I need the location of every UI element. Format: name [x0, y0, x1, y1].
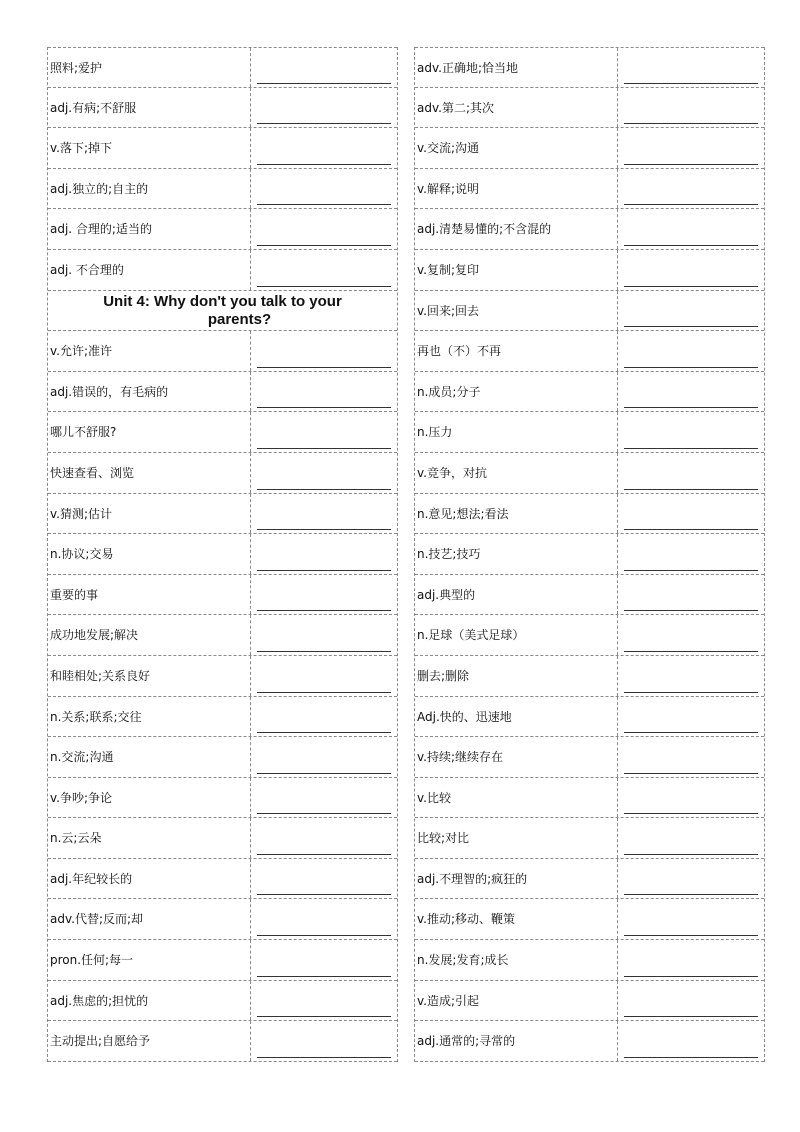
- vocab-term: adj. 合理的;适当的: [50, 222, 152, 237]
- answer-blank[interactable]: [250, 453, 397, 493]
- vocab-term: pron.任何;每一: [50, 953, 134, 968]
- vocab-row: [415, 453, 764, 494]
- vocab-row: [415, 331, 764, 372]
- answer-blank[interactable]: [617, 250, 764, 290]
- answer-blank[interactable]: [250, 778, 397, 818]
- vocab-row: [48, 494, 397, 535]
- vocab-term: n.压力: [417, 425, 453, 440]
- vocab-row: [48, 737, 397, 778]
- answer-blank[interactable]: [617, 778, 764, 818]
- vocabulary-worksheet: [47, 47, 765, 1062]
- vocab-row: [415, 656, 764, 697]
- vocab-row: [415, 697, 764, 738]
- vocab-term: v.猜测;估计: [50, 506, 113, 521]
- answer-blank[interactable]: [250, 494, 397, 534]
- vocab-row: [415, 818, 764, 859]
- vocab-row: [48, 575, 397, 616]
- answer-blank[interactable]: [617, 494, 764, 534]
- answer-blank[interactable]: [617, 981, 764, 1021]
- vocab-term: adv.代替;反而;却: [50, 912, 144, 927]
- vocab-term: 比较;对比: [417, 831, 470, 846]
- answer-blank[interactable]: [250, 656, 397, 696]
- vocab-row: [415, 169, 764, 210]
- vocab-term: adj.错误的，有毛病的: [50, 384, 169, 399]
- answer-blank[interactable]: [250, 697, 397, 737]
- answer-blank[interactable]: [617, 169, 764, 209]
- vocab-row: [415, 372, 764, 413]
- vocab-term: 照料;爱护: [50, 61, 103, 75]
- vocab-term: adj.通常的;寻常的: [417, 1034, 516, 1049]
- vocab-row: [415, 494, 764, 535]
- vocab-term: adj.年纪较长的: [50, 871, 133, 886]
- unit-heading-line1: Unit 4: Why don't you talk to your: [103, 292, 342, 310]
- vocab-row: [415, 778, 764, 819]
- vocab-term: 重要的事: [50, 587, 99, 602]
- vocab-term: n.足球（美式足球）: [417, 628, 525, 643]
- vocab-term: 哪儿不舒服?: [50, 425, 117, 440]
- vocab-row: [48, 534, 397, 575]
- vocab-row: [48, 697, 397, 738]
- vocab-term: n.关系;联系;交往: [50, 709, 142, 724]
- vocab-row: [415, 534, 764, 575]
- answer-blank[interactable]: [250, 209, 397, 249]
- vocab-row: [48, 250, 397, 291]
- answer-blank[interactable]: [617, 859, 764, 899]
- vocab-term: 再也（不）不再: [417, 344, 502, 359]
- vocab-term: adj.不理智的;疯狂的: [417, 871, 528, 886]
- vocab-row: [48, 615, 397, 656]
- vocab-term: 删去;删除: [417, 668, 470, 683]
- vocab-row: [415, 250, 764, 291]
- vocab-term: v.回来;回去: [417, 303, 480, 318]
- vocab-term: v.持续;继续存在: [417, 750, 504, 765]
- answer-blank[interactable]: [250, 372, 397, 412]
- vocab-row: [415, 291, 764, 332]
- vocab-row: [48, 778, 397, 819]
- vocab-row: [48, 372, 397, 413]
- answer-blank[interactable]: [617, 697, 764, 737]
- vocab-term: 主动提出;自愿给予: [50, 1034, 151, 1049]
- vocab-row: [48, 818, 397, 859]
- vocab-term: n.技艺;技巧: [417, 547, 481, 562]
- answer-blank[interactable]: [250, 940, 397, 980]
- vocab-row: [415, 128, 764, 169]
- vocab-row: [48, 859, 397, 900]
- vocab-row: [415, 412, 764, 453]
- vocab-term: adj.清楚易懂的;不含混的: [417, 222, 552, 237]
- vocab-row: [48, 412, 397, 453]
- answer-blank[interactable]: [617, 575, 764, 615]
- vocab-term: Adj.快的、迅速地: [417, 709, 512, 724]
- vocab-term: adv.第二;其次: [417, 100, 494, 115]
- vocab-row: [415, 88, 764, 129]
- vocab-row: [48, 940, 397, 981]
- vocab-row: [415, 737, 764, 778]
- vocab-row: [415, 899, 764, 940]
- answer-blank[interactable]: [617, 737, 764, 777]
- vocab-term: n.成员;分子: [417, 384, 481, 399]
- vocab-term: 成功地发展;解决: [50, 628, 139, 643]
- vocab-row: [415, 47, 764, 88]
- answer-blank[interactable]: [250, 250, 397, 290]
- vocab-row: [415, 575, 764, 616]
- answer-blank[interactable]: [250, 1021, 397, 1061]
- answer-blank[interactable]: [617, 1021, 764, 1061]
- vocab-term: v.复制;复印: [417, 262, 480, 277]
- left-column: [47, 47, 398, 1062]
- vocab-row: [48, 331, 397, 372]
- vocab-term: 和睦相处;关系良好: [50, 668, 151, 683]
- vocab-row: [415, 940, 764, 981]
- vocab-term: n.协议;交易: [50, 547, 114, 562]
- answer-blank[interactable]: [250, 615, 397, 655]
- vocab-row: [48, 169, 397, 210]
- vocab-term: v.竞争，对抗: [417, 465, 487, 480]
- vocab-term: n.意见;想法;看法: [417, 506, 509, 521]
- vocab-term: v.落下;掉下: [50, 141, 113, 156]
- vocab-row: [415, 981, 764, 1022]
- vocab-row: [48, 656, 397, 697]
- vocab-row: [48, 1021, 397, 1062]
- vocab-term: v.推动;移动、鞭策: [417, 912, 516, 927]
- right-column: [414, 47, 765, 1062]
- vocab-term: 快速查看、浏览: [50, 465, 135, 480]
- answer-blank[interactable]: [617, 818, 764, 858]
- answer-blank[interactable]: [250, 859, 397, 899]
- vocab-row: [48, 128, 397, 169]
- answer-blank[interactable]: [250, 331, 397, 371]
- vocab-term: adv.正确地;恰当地: [417, 61, 518, 75]
- answer-blank[interactable]: [617, 48, 764, 87]
- vocab-term: v.造成;引起: [417, 993, 480, 1008]
- vocab-term: v.比较: [417, 790, 451, 805]
- answer-blank[interactable]: [250, 169, 397, 209]
- answer-blank[interactable]: [250, 412, 397, 452]
- answer-blank[interactable]: [617, 331, 764, 371]
- vocab-term: n.交流;沟通: [50, 750, 114, 765]
- answer-blank[interactable]: [617, 615, 764, 655]
- answer-blank[interactable]: [617, 412, 764, 452]
- unit-heading-line2: parents?: [207, 310, 272, 328]
- answer-blank[interactable]: [250, 818, 397, 858]
- vocab-term: n.发展;发育;成长: [417, 953, 509, 968]
- vocab-row: [48, 453, 397, 494]
- answer-blank[interactable]: [617, 899, 764, 939]
- vocab-term: v.争吵;争论: [50, 790, 113, 805]
- vocab-term: adj.焦虑的;担忧的: [50, 993, 149, 1008]
- vocab-row: [48, 88, 397, 129]
- answer-blank[interactable]: [250, 737, 397, 777]
- answer-blank[interactable]: [617, 372, 764, 412]
- vocab-row: [48, 899, 397, 940]
- vocab-row: [48, 47, 397, 88]
- vocab-term: adj.有病;不舒服: [50, 100, 137, 115]
- answer-blank[interactable]: [617, 291, 764, 331]
- vocab-term: adj.独立的;自主的: [50, 181, 149, 196]
- vocab-term: n.云;云朵: [50, 831, 102, 846]
- vocab-row: [48, 209, 397, 250]
- answer-blank[interactable]: [250, 534, 397, 574]
- answer-blank[interactable]: [250, 981, 397, 1021]
- answer-blank[interactable]: [250, 899, 397, 939]
- vocab-row: [415, 859, 764, 900]
- answer-blank[interactable]: [617, 209, 764, 249]
- vocab-row: [48, 981, 397, 1022]
- answer-blank[interactable]: [617, 940, 764, 980]
- answer-blank[interactable]: [617, 128, 764, 168]
- answer-blank[interactable]: [617, 534, 764, 574]
- answer-blank[interactable]: [250, 128, 397, 168]
- answer-blank[interactable]: [617, 88, 764, 128]
- vocab-row: [415, 209, 764, 250]
- vocab-row: [415, 1021, 764, 1062]
- answer-blank[interactable]: [617, 656, 764, 696]
- vocab-term: v.交流;沟通: [417, 141, 480, 156]
- vocab-term: adj.典型的: [417, 587, 476, 602]
- vocab-term: v.解释;说明: [417, 181, 480, 196]
- answer-blank[interactable]: [250, 575, 397, 615]
- vocab-term: adj. 不合理的: [50, 262, 124, 277]
- answer-blank[interactable]: [250, 48, 397, 87]
- answer-blank[interactable]: [250, 88, 397, 128]
- vocab-term: v.允许;准许: [50, 344, 113, 359]
- answer-blank[interactable]: [617, 453, 764, 493]
- vocab-row: [415, 615, 764, 656]
- unit-heading: [48, 291, 397, 332]
